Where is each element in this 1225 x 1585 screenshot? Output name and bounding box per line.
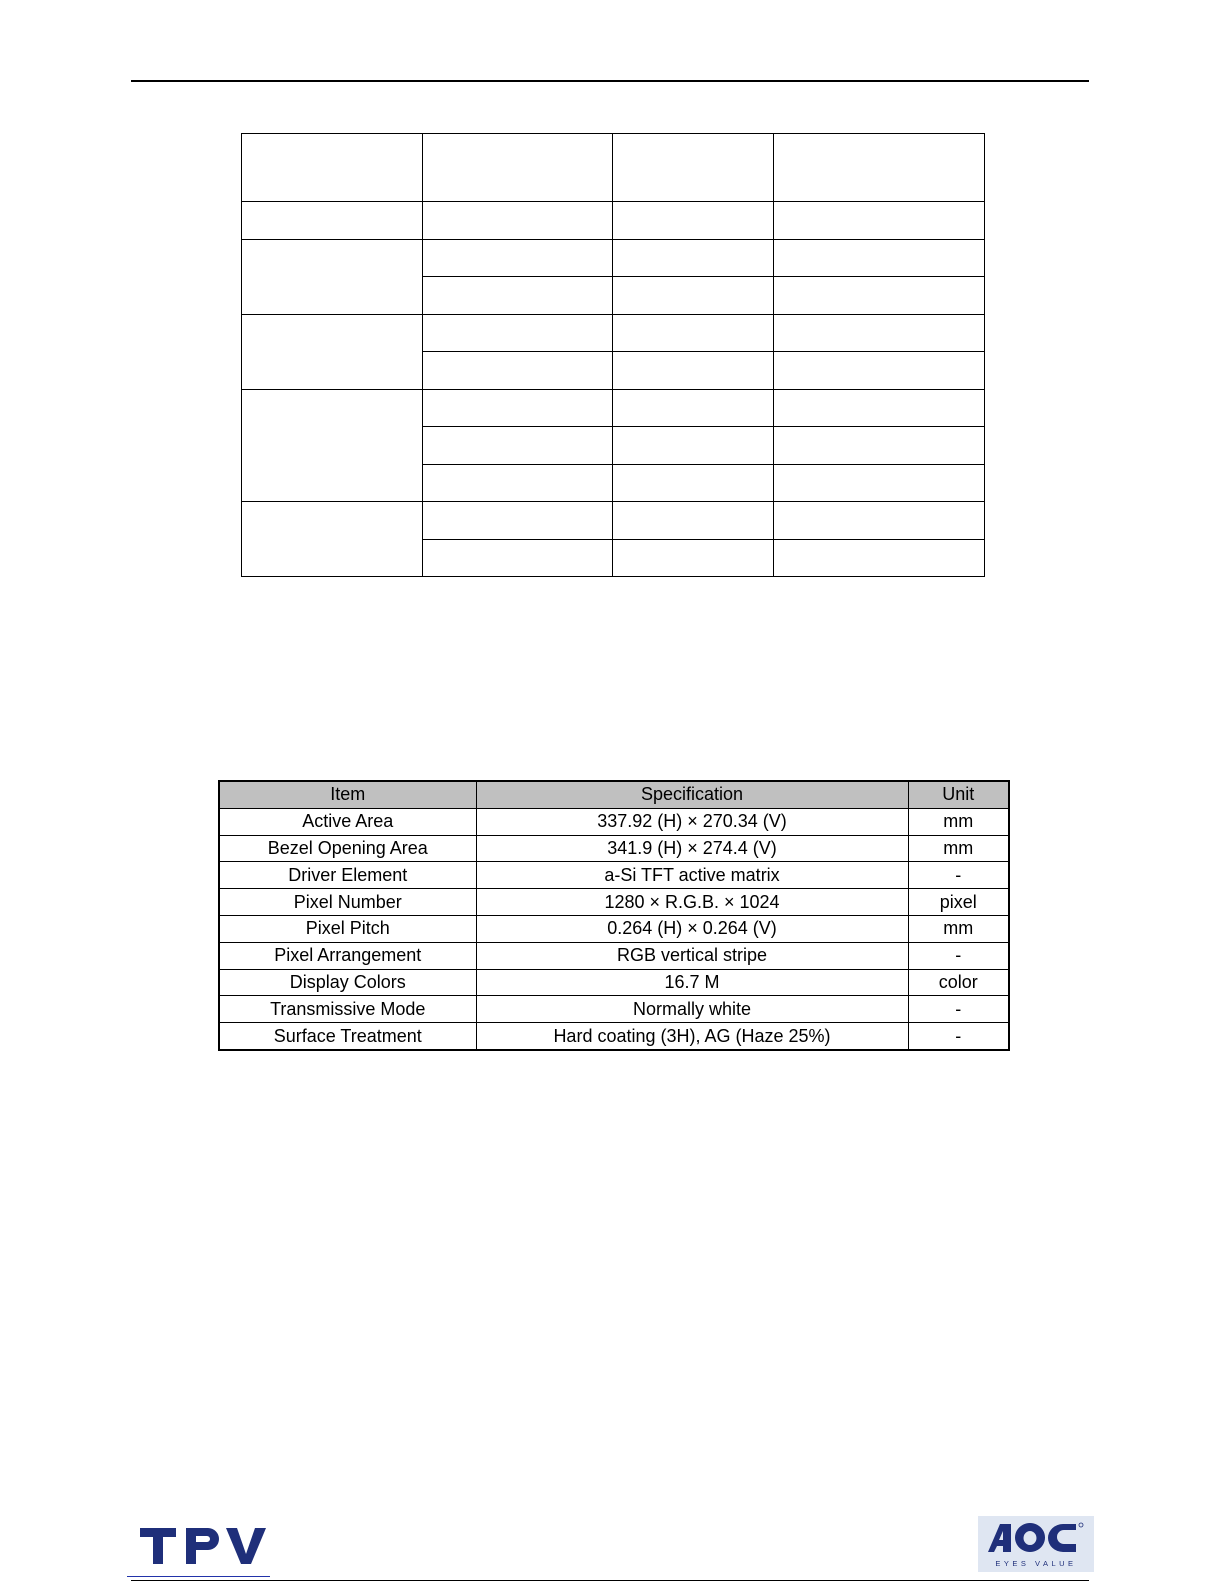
- cell-specification: Normally white: [476, 996, 908, 1023]
- cell-item: Surface Treatment: [219, 1023, 476, 1050]
- cell-specification: 337.92 (H) × 270.34 (V): [476, 808, 908, 835]
- table-row: [219, 835, 1009, 862]
- blank-grid-table: [241, 133, 985, 577]
- aoc-tagline: EYES VALUE: [995, 1559, 1077, 1568]
- tpv-underline: [127, 1576, 270, 1577]
- cell-item: Transmissive Mode: [219, 996, 476, 1023]
- cell-item: Pixel Number: [219, 889, 476, 916]
- table-row: [219, 942, 1009, 969]
- column-header-specification: Specification: [476, 781, 908, 808]
- tpv-logo: [138, 1520, 268, 1570]
- cell-item: Active Area: [219, 808, 476, 835]
- column-header-unit: Unit: [908, 781, 1009, 808]
- cell-specification: 16.7 M: [476, 969, 908, 996]
- table-row: [219, 969, 1009, 996]
- cell-item: Bezel Opening Area: [219, 835, 476, 862]
- cell-unit: -: [908, 942, 1009, 969]
- table-row: [242, 202, 985, 240]
- header-rule: [131, 80, 1089, 82]
- cell-item: Driver Element: [219, 862, 476, 889]
- cell-unit: mm: [908, 915, 1009, 942]
- cell-item: Pixel Arrangement: [219, 942, 476, 969]
- cell-unit: -: [908, 862, 1009, 889]
- table-row: [242, 314, 985, 352]
- cell-unit: -: [908, 1023, 1009, 1050]
- cell-specification: Hard coating (3H), AG (Haze 25%): [476, 1023, 908, 1050]
- cell-unit: -: [908, 996, 1009, 1023]
- table-row: [219, 996, 1009, 1023]
- cell-item: Pixel Pitch: [219, 915, 476, 942]
- cell-specification: 1280 × R.G.B. × 1024: [476, 889, 908, 916]
- cell-item: Display Colors: [219, 969, 476, 996]
- table-row: [219, 1023, 1009, 1050]
- cell-unit: mm: [908, 835, 1009, 862]
- column-header-item: Item: [219, 781, 476, 808]
- table-row: [219, 889, 1009, 916]
- footer-rule: [131, 1580, 1089, 1581]
- table-row: [242, 502, 985, 540]
- table-row: [219, 862, 1009, 889]
- table-row: [219, 808, 1009, 835]
- table-row: [242, 389, 985, 427]
- cell-specification: 341.9 (H) × 274.4 (V): [476, 835, 908, 862]
- cell-unit: mm: [908, 808, 1009, 835]
- table-row: [219, 915, 1009, 942]
- cell-specification: 0.264 (H) × 0.264 (V): [476, 915, 908, 942]
- cell-unit: color: [908, 969, 1009, 996]
- cell-specification: a-Si TFT active matrix: [476, 862, 908, 889]
- aoc-logo: [978, 1516, 1094, 1572]
- table-row: [242, 134, 985, 202]
- specification-table: [218, 780, 1010, 1051]
- cell-unit: pixel: [908, 889, 1009, 916]
- cell-specification: RGB vertical stripe: [476, 942, 908, 969]
- table-header-row: [219, 781, 1009, 808]
- table-row: [242, 239, 985, 277]
